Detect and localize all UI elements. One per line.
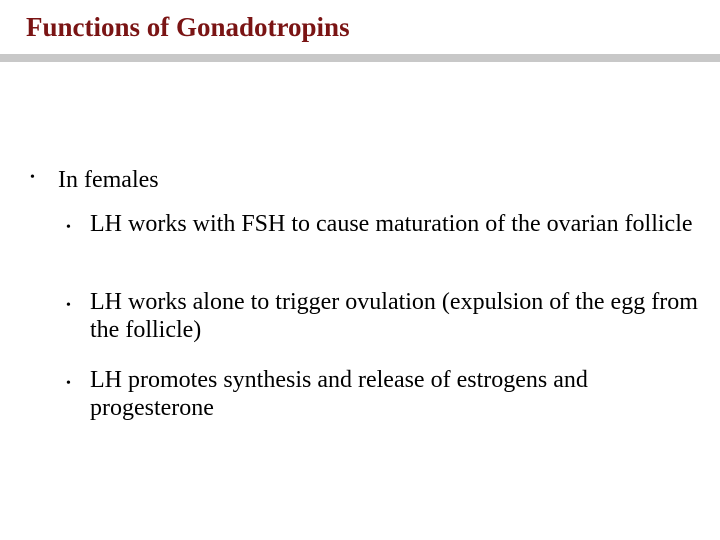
bullet-icon: • — [66, 220, 71, 235]
sub-bullet-point — [66, 210, 706, 238]
sub-bullet-point — [66, 288, 706, 344]
slide-title: Functions of Gonadotropins — [26, 12, 350, 42]
sub-point-text: LH works alone to trigger ovulation (expulsion of the egg from the follicle) — [90, 289, 698, 343]
sub-point-text: LH works with FSH to cause maturation of the ovarian follicle — [90, 211, 693, 237]
bullet-icon: • — [30, 170, 35, 186]
title-divider — [0, 54, 720, 62]
bullet-icon: • — [66, 298, 71, 313]
bullet-icon: • — [66, 376, 71, 391]
sub-point-text: LH promotes synthesis and release of estrogens and progesterone — [90, 367, 588, 421]
sub-bullet-point — [66, 366, 706, 422]
main-bullet-point — [30, 166, 159, 195]
main-point-text: In females — [58, 167, 159, 193]
